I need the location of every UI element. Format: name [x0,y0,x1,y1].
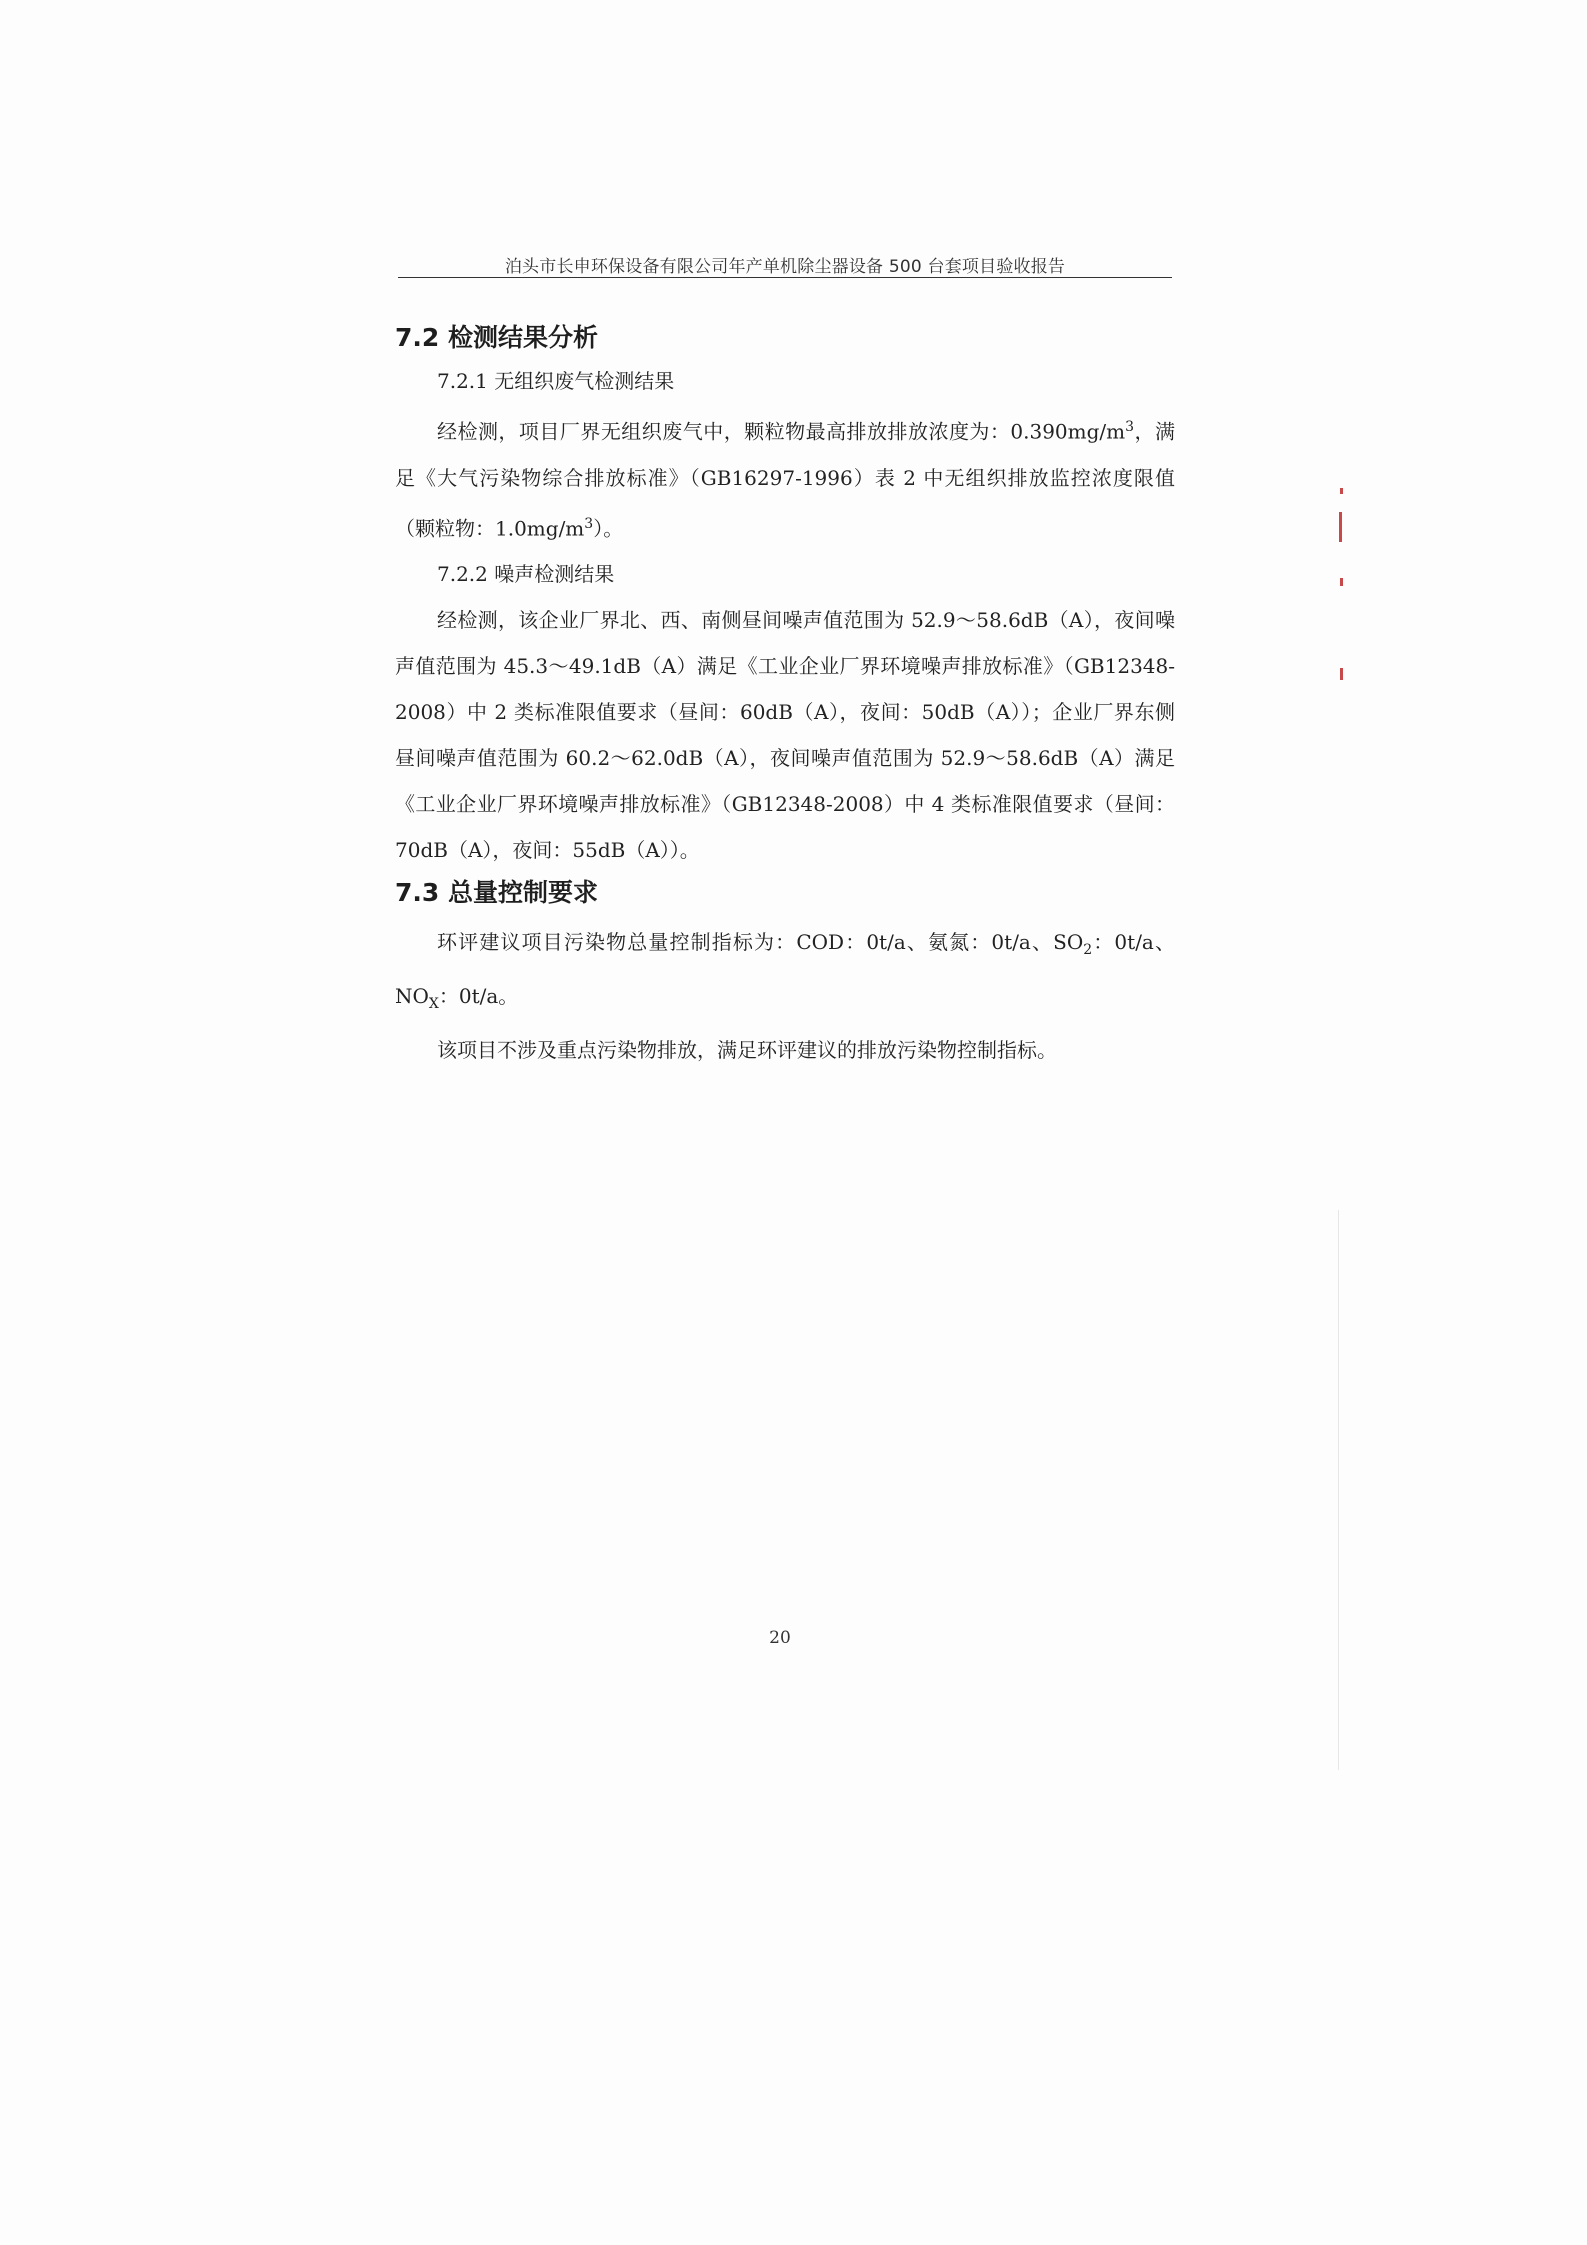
seal-fragment-mark [1340,668,1343,680]
paragraph-noise-text-1: 经检测，该企业厂界北、西、南侧昼间噪声值范围为 52.9～58.6dB（A），夜间噪声值范围为 45.3～49.1dB（A）满足《工业企业厂界环境噪声排放标准》（GB12348-2008）中 2 类标准限值要求（昼间：60dB（A），夜间：50dB（A））； [395,608,1175,725]
paragraph-dust-results-part-c: ）。 [593,516,624,541]
header-rule [398,277,1172,278]
superscript-cubic-2: 3 [584,515,594,532]
running-header: 泊头市长申环保设备有限公司年产单机除尘器设备 500 台套项目验收报告 [504,257,1066,277]
paragraph-noise-north-west-south [395,597,1175,873]
paragraph-conclusion: 该项目不涉及重点污染物排放，满足环评建议的排放污染物控制指标。 [437,1038,1057,1063]
seal-fragment-mark [1340,488,1343,494]
paragraph-noise-text-2: 企业厂界东侧昼间噪声值范围为 60.2～62.0dB（A），夜间噪声值范围为 52.9～58.6dB（A）满足《工业企业厂界环境噪声排放标准》（GB12348-2008）中 4 类标准限值要求（昼间：70dB（A），夜间：55dB（A））。 [395,700,1176,863]
page-number: 20 [769,1628,791,1648]
superscript-cubic: 3 [1125,419,1135,435]
paragraph-total-control [395,919,1175,1027]
subsection-title-7-2-1: 7.2.1 无组织废气检测结果 [437,369,675,393]
page-body [395,318,1175,1073]
paragraph-total-control-part-a: 环评建议项目污染物总量控制指标为：COD：0t/a、氨氮：0t/a、SO [437,930,1084,955]
scan-edge-line [1338,1210,1339,1770]
subscript-nox: X [428,996,439,1013]
paragraph-dust-results [395,404,1175,551]
seal-fragment-mark [1340,578,1343,586]
section-title-7-2: 7.2 检测结果分析 [395,323,598,352]
paragraph-total-control-part-c: ：0t/a。 [438,984,519,1009]
section-title-7-3: 7.3 总量控制要求 [395,878,598,908]
paragraph-dust-results-part-b: ，满足《大气污染物综合排放标准》（GB16297-1996）表 2 中无组织排放监控浓度限值（颗粒物：1.0mg/m [395,419,1176,541]
paragraph-dust-results-part-a: 经检测，项目厂界无组织废气中，颗粒物最高排放排放浓度为：0.390mg/m [437,419,1126,444]
subscript-so2: 2 [1083,942,1093,959]
paragraph-total-control-part-b: ：0t/a、NO [395,930,1175,1009]
subsection-title-7-2-2: 7.2.2 噪声检测结果 [437,562,615,587]
seal-fragment-mark [1339,512,1342,542]
